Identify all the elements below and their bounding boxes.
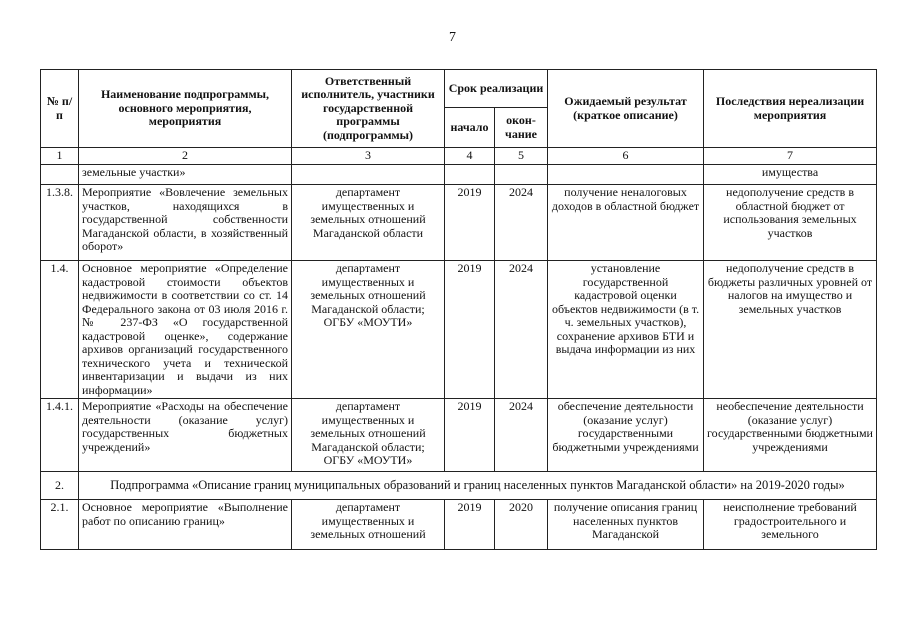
table-row xyxy=(41,399,877,472)
row-num xyxy=(41,165,79,185)
table-row xyxy=(41,261,877,399)
table-row xyxy=(41,185,877,261)
row-consequence: неисполнение требований градостроительного и земельного xyxy=(704,500,877,550)
header-consequence: Последствия нереализации мероприятия xyxy=(704,70,877,148)
row-consequence: недополучение средств в областной бюджет от использования земельных участков xyxy=(704,185,877,261)
row-consequence: имущества xyxy=(704,165,877,185)
row-name: Основное мероприятие «Определение кадастровой стоимости объектов недвижимости в соответствии со ст. 14 Федерального закона от 03 июля 2016 г. № 237-ФЗ «О государственной кадастровой оценке», содержание архивов организаций государственного технического учета и технической инвентаризации и выдачи из них информации» xyxy=(79,261,292,399)
header-num: № п/п xyxy=(41,70,79,148)
row-end xyxy=(495,165,548,185)
row-num: 1.3.8. xyxy=(41,185,79,261)
row-consequence: необеспечение деятельности (оказание услуг) государственными бюджетными учреждениями xyxy=(704,399,877,472)
row-start: 2019 xyxy=(445,261,495,399)
row-start: 2019 xyxy=(445,185,495,261)
row-end: 2020 xyxy=(495,500,548,550)
column-number: 2 xyxy=(79,148,292,165)
column-number: 5 xyxy=(495,148,548,165)
column-number: 6 xyxy=(548,148,704,165)
row-name: Основное мероприятие «Выполнение работ по описанию границ» xyxy=(79,500,292,550)
subprogram-row xyxy=(41,472,877,500)
header-name: Наименование подпрограммы, основного мероприятия, мероприятия xyxy=(79,70,292,148)
header-end: окон- чание xyxy=(495,108,548,148)
header-period: Срок реализации xyxy=(445,70,548,108)
column-number: 4 xyxy=(445,148,495,165)
column-number: 1 xyxy=(41,148,79,165)
row-name: земельные участки» xyxy=(79,165,292,185)
column-number: 7 xyxy=(704,148,877,165)
row-result: получение неналоговых доходов в областной бюджет xyxy=(548,185,704,261)
subprogram-num: 2. xyxy=(41,472,79,500)
header-start: начало xyxy=(445,108,495,148)
row-num: 1.4.1. xyxy=(41,399,79,472)
row-start: 2019 xyxy=(445,399,495,472)
subprogram-title: Подпрограмма «Описание границ муниципальных образований и границ населенных пунктов Магаданской области» на 2019-2020 годы» xyxy=(79,472,877,500)
row-result: получение описания границ населенных пунктов Магаданской xyxy=(548,500,704,550)
continuation-row xyxy=(41,165,877,185)
column-number-row xyxy=(41,148,877,165)
program-table xyxy=(40,69,877,550)
row-start: 2019 xyxy=(445,500,495,550)
row-consequence: недополучение средств в бюджеты различных уровней от налогов на имущество и земельных участков xyxy=(704,261,877,399)
row-num: 1.4. xyxy=(41,261,79,399)
row-end: 2024 xyxy=(495,399,548,472)
table-row xyxy=(41,500,877,550)
row-result: обеспечение деятельности (оказание услуг) государственными бюджетными учреждениями xyxy=(548,399,704,472)
row-name: Мероприятие «Вовлечение земельных участков, находящихся в государственной собственности Магаданской области, в хозяйственный оборот» xyxy=(79,185,292,261)
row-responsible xyxy=(292,165,445,185)
row-responsible: департамент имущественных и земельных отношений xyxy=(292,500,445,550)
row-end: 2024 xyxy=(495,261,548,399)
header-row xyxy=(41,70,877,108)
row-responsible: департамент имущественных и земельных отношений Магаданской области xyxy=(292,185,445,261)
row-start xyxy=(445,165,495,185)
row-end: 2024 xyxy=(495,185,548,261)
header-responsible: Ответственный исполнитель, участники государственной программы (подпрограммы) xyxy=(292,70,445,148)
row-num: 2.1. xyxy=(41,500,79,550)
page-number: 7 xyxy=(449,30,456,45)
row-result xyxy=(548,165,704,185)
row-responsible: департамент имущественных и земельных отношений Магаданской области; ОГБУ «МОУТИ» xyxy=(292,399,445,472)
header-result: Ожидаемый результат (краткое описание) xyxy=(548,70,704,148)
column-number: 3 xyxy=(292,148,445,165)
row-result: установление государственной кадастровой оценки объектов недвижимости (в т. ч. земельных участков), сохранение архивов БТИ и выдача информации из них xyxy=(548,261,704,399)
row-responsible: департамент имущественных и земельных отношений Магаданской области; ОГБУ «МОУТИ» xyxy=(292,261,445,399)
row-name: Мероприятие «Расходы на обеспечение деятельности (оказание услуг) государственных бюджетных учреждений» xyxy=(79,399,292,472)
